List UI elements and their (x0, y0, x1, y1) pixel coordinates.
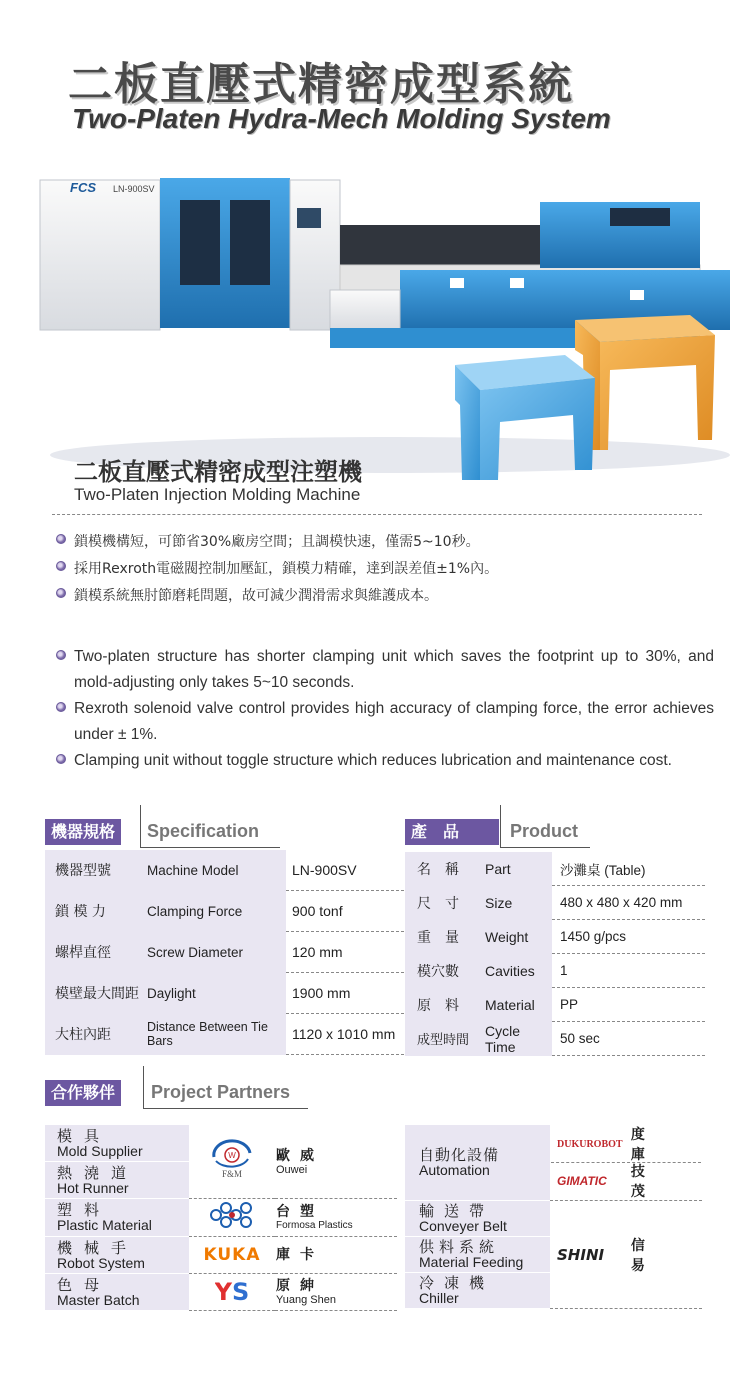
bullet-icon (56, 754, 66, 764)
product-title: Product (510, 821, 579, 841)
partners-header (45, 1080, 345, 1106)
table-row: 冷凍機 Chiller (405, 1273, 702, 1309)
specification-header (45, 819, 385, 845)
table-row: 原 料 Material PP (405, 988, 705, 1022)
ys-logo: YS (214, 1278, 250, 1306)
specification-title: Specification (147, 821, 260, 841)
header-vline (500, 805, 501, 847)
formosa-logo-icon (206, 1200, 258, 1230)
title-english: Two-Platen Hydra-Mech Molding System (72, 103, 611, 134)
svg-text:F&M: F&M (221, 1169, 243, 1179)
header-underline (140, 847, 280, 848)
table-row: 塑料 Plastic Material 台塑 Formosa Plastics (45, 1199, 397, 1237)
header-underline (143, 1108, 308, 1109)
table-row: 重 量 Weight 1450 g/pcs (405, 920, 705, 954)
product-intro-title-en: Two-Platen Injection Molding Machine (74, 485, 361, 504)
machine-brand-label: FCS (70, 180, 96, 195)
machine-model-label: LN-900SV (113, 184, 155, 194)
svg-text:W: W (228, 1151, 236, 1160)
bullet-icon (56, 650, 66, 660)
kuka-logo: KUKA (203, 1245, 261, 1265)
ouwei-logo-icon (202, 1137, 262, 1181)
table-row: 機械手 Robot System KUKA 庫卡 (45, 1237, 397, 1274)
partners-left-table (45, 1125, 397, 1311)
specification-table (45, 850, 404, 1055)
specification-tag: 機器規格 (45, 819, 121, 845)
features-zh-list (54, 529, 714, 610)
feature-zh-item: 鎖模機構短，可節省30%廠房空間；且調模快速，僅需5~10秒。 (54, 529, 714, 556)
table-row: 模壁最大間距 Daylight 1900 mm (45, 973, 404, 1014)
header-vline (140, 805, 141, 847)
table-row: 機器型號 Machine Model LN-900SV (45, 850, 404, 891)
table-row: 模具 Mold Supplier W F&M 歐威 Ouwei (45, 1125, 397, 1162)
product-header (405, 819, 705, 845)
header-underline (500, 847, 590, 848)
title-chinese: 二板直壓式精密成型系統 (68, 59, 574, 110)
product-intro-title-zh: 二板直壓式精密成型注塑機 (74, 458, 362, 486)
gimatic-brand: GIMATIC 技茂 (557, 1164, 669, 1200)
machine-hero-image (30, 150, 730, 480)
table-row: 色母 Master Batch YS 原紳 Yuang Shen (45, 1274, 397, 1311)
partners-right-table (405, 1125, 702, 1309)
section-divider (52, 514, 702, 515)
table-row: 供料系統 Material Feeding (405, 1237, 702, 1273)
feature-zh-item: 鎖模系統無肘節磨耗問題，故可減少潤滑需求與維護成本。 (54, 583, 714, 610)
bullet-icon (56, 561, 66, 571)
table-row: 模穴數 Cavities 1 (405, 954, 705, 988)
table-row: 熱澆道 Hot Runner (45, 1162, 397, 1199)
shini-brand: SHINI 信易 (557, 1237, 669, 1274)
bullet-icon (56, 588, 66, 598)
bullet-icon (56, 702, 66, 712)
table-row: 尺 寸 Size 480 x 480 x 420 mm (405, 886, 705, 920)
dukurobot-brand: DUKUROBOT 度庫 (551, 1126, 701, 1163)
table-row: 輸送帶 Conveyer Belt SHINI 信易 (405, 1201, 702, 1237)
table-row: 螺桿直徑 Screw Diameter 120 mm (45, 932, 404, 973)
orange-table-image (575, 315, 715, 450)
table-row: 自動化設備 Automation DUKUROBOT 度庫 GIMATIC 技茂 (405, 1125, 702, 1201)
header-vline (143, 1066, 144, 1108)
partners-title: Project Partners (151, 1082, 291, 1102)
feature-en-item: Rexroth solenoid valve control provides high accuracy of clamping force, the error achieves under ± 1%. (54, 696, 714, 748)
feature-en-item: Two-platen structure has shorter clamping unit which saves the footprint up to 30%, and mold-adjusting only takes 5~10 seconds. (54, 644, 714, 696)
feature-zh-item: 採用Rexroth電磁閥控制加壓缸，鎖模力精確，達到誤差值±1%內。 (54, 556, 714, 583)
table-row: 成型時間 Cycle Time 50 sec (405, 1022, 705, 1056)
features-en-list (54, 644, 714, 774)
table-row: 名 稱 Part 沙灘桌 (Table) (405, 852, 705, 886)
product-table (405, 852, 705, 1056)
partners-tag: 合作夥伴 (45, 1080, 121, 1106)
bullet-icon (56, 534, 66, 544)
product-tag: 產 品 (405, 819, 499, 845)
table-row: 大柱內距 Distance Between Tie Bars 1120 x 1010 mm (45, 1014, 404, 1055)
feature-en-item: Clamping unit without toggle structure which reduces lubrication and maintenance cost. (54, 748, 714, 774)
table-row: 鎖 模 力 Clamping Force 900 tonf (45, 891, 404, 932)
